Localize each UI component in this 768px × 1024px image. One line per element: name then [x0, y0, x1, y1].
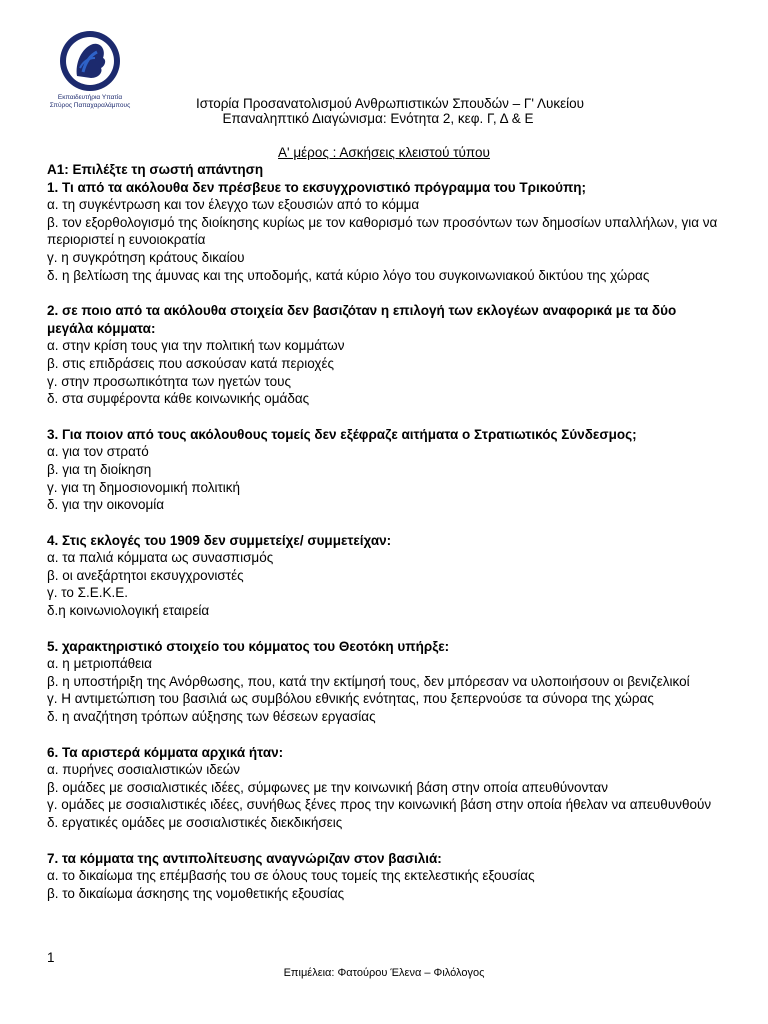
question-1	[47, 179, 721, 285]
answer-option: β. το δικαίωμα άσκησης της νομοθετικής εξουσίας	[47, 885, 345, 901]
question-text: 2. σε ποιο από τα ακόλουθα στοιχεία δεν βασιζόταν η επιλογή των εκλογέων αναφορικά με τα δύο μεγάλα κόμματα:	[47, 303, 677, 336]
answer-option: β. ομάδες με σοσιαλιστικές ιδέες, σύμφωνες με την κοινωνική βάση στην οποία απευθύνονταν	[47, 779, 608, 795]
answer-option: β. η υποστήριξη της Ανόρθωσης, που, κατά την εκτίμησή τους, δεν μπόρεσαν να υλοποιήσουν οι βενιζελικοί	[47, 673, 690, 689]
section-title: Α' μέρος : Ασκήσεις κλειστού τύπου	[278, 145, 490, 160]
answer-option: α. για τον στρατό	[47, 444, 149, 460]
page-footer: Επιμέλεια: Φατούρου Έλενα – Φιλόλογος	[283, 967, 485, 979]
answer-option: β. τον εξορθολογισμό της διοίκησης κυρίως με τον καθορισμό των προσόντων των δημοσίων υπαλλήλων, για να περιοριστεί η ευνοιοκρατία	[47, 214, 718, 248]
answer-option: α. πυρήνες σοσιαλιστικών ιδεών	[47, 762, 241, 778]
question-5	[47, 638, 721, 726]
question-text: 5. χαρακτηριστικό στοιχείο του κόμματος του Θεοτόκη υπήρξε:	[47, 638, 450, 654]
document-exam-title: Επαναληπτικό Διαγώνισμα: Ενότητα 2, κεφ. Γ, Δ & Ε	[222, 111, 534, 126]
answer-option: γ. ομάδες με σοσιαλιστικές ιδέες, συνήθως ξένες προς την κοινωνική βάση στην οποία ήθελαν να απευθυνθούν	[47, 797, 712, 813]
answer-option: β. στις επιδράσεις που ασκούσαν κατά περιοχές	[47, 355, 334, 371]
document-subject-title: Ιστορία Προσανατολισμού Ανθρωπιστικών Σπουδών – Γ' Λυκείου	[196, 96, 584, 111]
question-text: 1. Τι από τα ακόλουθα δεν πρέσβευε το εκσυγχρονιστικό πρόγραμμα του Τρικούπη;	[47, 179, 587, 195]
answer-option: δ. η αναζήτηση τρόπων αύξησης των θέσεων εργασίας	[47, 709, 376, 725]
questions-content	[47, 161, 721, 920]
answer-option: α. η μετριοπάθεια	[47, 656, 152, 672]
answer-option: δ. η βελτίωση της άμυνας και της υποδομής, κατά κύριο λόγο του συγκοινωνιακού δικτύου της χώρας	[47, 267, 650, 283]
question-text: 7. τα κόμματα της αντιπολίτευσης αναγνώριζαν στον βασιλιά:	[47, 850, 442, 866]
answer-option: α. το δικαίωμα της επέμβασής του σε όλους τους τομείς της εκτελεστικής εξουσίας	[47, 868, 535, 884]
answer-option: δ. στα συμφέροντα κάθε κοινωνικής ομάδας	[47, 391, 310, 407]
answer-option: δ. για την οικονομία	[47, 497, 165, 513]
question-3	[47, 426, 721, 514]
exercise-instruction: Α1: Επιλέξτε τη σωστή απάντηση	[47, 162, 264, 177]
logo-founder-name: Σπύρος Παπαχαραλάμπους	[49, 102, 131, 109]
question-text: 3. Για ποιον από τους ακόλουθους τομείς δεν εξέφραζε αιτήματα ο Στρατιωτικός Σύνδεσμος;	[47, 426, 637, 442]
answer-option: γ. στην προσωπικότητα των ηγετών τους	[47, 373, 292, 389]
answer-option: α. τα παλιά κόμματα ως συνασπισμός	[47, 550, 274, 566]
answer-option: γ. η συγκρότηση κράτους δικαίου	[47, 249, 245, 265]
question-2	[47, 302, 721, 408]
answer-option: β. για τη διοίκηση	[47, 461, 152, 477]
answer-option: α. τη συγκέντρωση και τον έλεγχο των εξουσιών από το κόμμα	[47, 197, 420, 213]
answer-option: δ.η κοινωνιολογική εταιρεία	[47, 603, 210, 619]
answer-option: γ. το Σ.Ε.Κ.Ε.	[47, 585, 129, 601]
answer-option: β. οι ανεξάρτητοι εκσυγχρονιστές	[47, 567, 244, 583]
answer-option: δ. εργατικές ομάδες με σοσιαλιστικές διεκδικήσεις	[47, 815, 343, 830]
hypatia-emblem-icon	[53, 28, 127, 94]
question-7	[47, 850, 721, 903]
question-text: 6. Τα αριστερά κόμματα αρχικά ήταν:	[47, 744, 284, 760]
logo-school-name: Εκπαιδευτήρια Υπατία	[57, 94, 123, 101]
question-4	[47, 532, 721, 620]
page-number: 1	[47, 950, 55, 965]
answer-option: γ. Η αντιμετώπιση του βασιλιά ως συμβόλου εθνικής ενότητας, που ξεπερνούσε τα σύνορα της χώρας	[47, 691, 654, 707]
answer-option: γ. για τη δημοσιονομική πολιτική	[47, 479, 241, 495]
question-text: 4. Στις εκλογές του 1909 δεν συμμετείχε/ συμμετείχαν:	[47, 532, 392, 548]
answer-option: α. στην κρίση τους για την πολιτική των κομμάτων	[47, 338, 345, 354]
question-6	[47, 744, 721, 832]
